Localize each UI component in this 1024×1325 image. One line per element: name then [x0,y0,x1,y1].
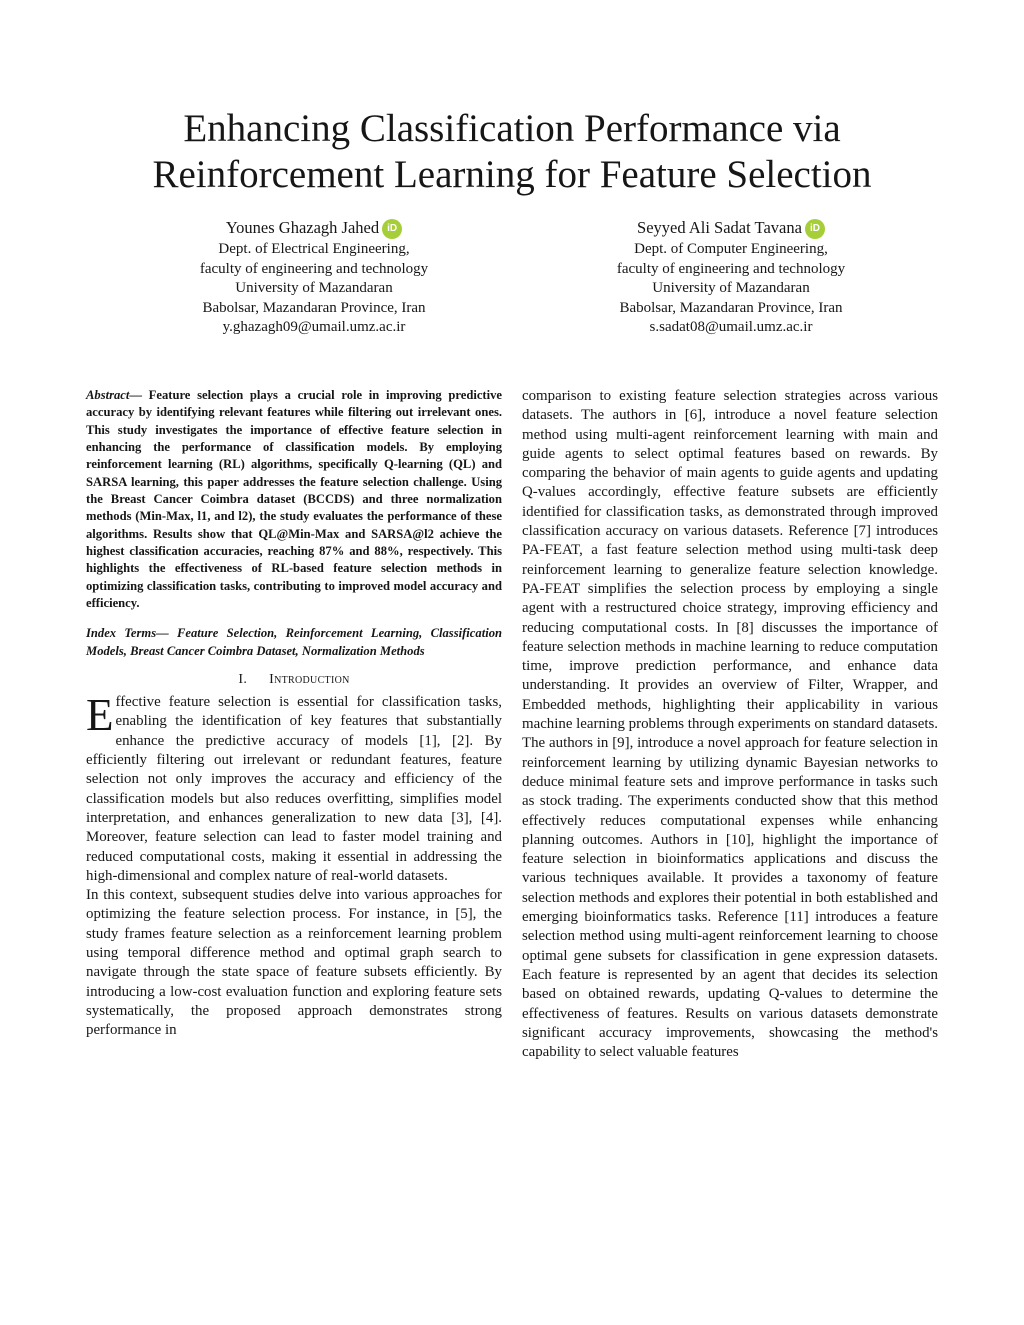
author-name: Seyyed Ali Sadat Tavana [637,218,802,237]
author-dept: Dept. of Computer Engineering, [634,241,828,257]
index-terms-label: Index Terms— [86,626,169,641]
author-faculty: faculty of engineering and technology [199,260,429,277]
author-name-line [561,216,901,240]
right-column [522,387,938,1062]
abstract-dash: — [129,388,142,402]
abstract [86,387,502,612]
author-location: Babolsar, Mazandaran Province, Iran [619,299,843,316]
author-email[interactable]: y.ghazagh09@umail.umz.ac.ir [222,319,406,336]
intro-paragraph-2: In this context, subsequent studies delve into various approaches for optimizing the feature selection process. For instance, in [5], the study frames feature selection as a reinforcement learning problem using temporal difference method and optimal graph search to navigate through the state space of feature subsets efficiently. By introducing a low-cost evaluation function and exploring feature sets systematically, the proposed approach demonstrates strong performance in [86,887,502,1039]
index-terms [86,625,502,660]
left-column [86,387,502,1041]
orcid-icon[interactable]: iD [805,219,825,239]
author-name-line [144,216,484,240]
paper-title [0,106,1024,198]
author-block-1 [144,216,484,338]
author-block-2 [561,216,901,338]
author-name: Younes Ghazagh Jahed [225,218,380,237]
intro-paragraph-1 [86,690,502,886]
orcid-icon[interactable]: iD [382,219,402,239]
title-line-1: Enhancing Classification Performance via [183,107,841,150]
related-work-paragraph: comparison to existing feature selection strategies across various datasets. The authors in [6], introduce a novel feature selection method using multi-agent reinforcement learning with main and guide agents to select optimal features based on rewards. By comparing the behavior of main agents to guide agents and updating Q-values accordingly, effective feature subsets are efficiently identified for classification tasks, as demonstrated through improved classification accuracy on various datasets. Reference [7] introduces PA-FEAT, a fast feature selection method using multi-task deep reinforcement learning to generalize feature selection knowledge. PA-FEAT simplifies the selection process by employing a single agent with a restructured choice strategy, improving efficiency and reducing computational costs. In [8] discusses the importance of feature selection methods in machine learning to reduce computation time, improve prediction performance, and enhance data understanding. It provides an overview of Filter, Wrapper, and Embedded methods, highlighting their applicability in various machine learning problems through experiments on standard datasets. The authors in [9], introduce a novel approach for feature selection in reinforcement learning by utilizing dynamic Bayesian networks to deduce minimal feature sets and improve performance in tasks such as stock trading. The experiments conducted show that this method effectively reduces computational expenses while enhancing planning outcomes. Authors in [10], highlight the importance of feature selection in bioinformatics applications and discuss the various techniques available. It provides a taxonomy of feature selection methods and explores their potential in both established and emerging bioinformatics tasks. Reference [11] introduces a feature selection method using multi-agent reinforcement learning to choose optimal gene subsets for classification in gene expression datasets. Each feature is represented by an agent that decides its selection based on obtained rewards, updating Q-values to determine the effectiveness of features. Results on various datasets demonstrate significant accuracy improvements, showcasing the method's capability to select valuable features [522,388,938,1061]
section-number: I. [238,672,248,688]
author-faculty: faculty of engineering and technology [616,260,846,277]
section-heading-introduction [86,670,502,689]
author-university: University of Mazandaran [235,280,393,297]
title-line-2: Reinforcement Learning for Feature Selection [152,153,872,196]
abstract-text: Feature selection plays a crucial role in improving predictive accuracy by identifying relevant features while filtering out irrelevant ones. This study investigates the importance of effective feature selection in enhancing the performance of classification models. By employing reinforcement learning (RL) algorithms, specifically Q-learning (QL) and SARSA learning, this paper addresses the feature selection challenge. Using the Breast Cancer Coimbra dataset (BCCDS) and three normalization methods (Min-Max, l1, and l2), the study evaluates the performance of these algorithms. Results show that QL@Min-Max and SARSA@l2 achieve the highest classification accuracies, reaching 87% and 88%, respectively. This highlights the effectiveness of RL-based feature selection methods in optimizing classification tasks, contributing to improved model accuracy and efficiency. [86,388,502,611]
dropcap-letter: E [86,690,114,741]
author-university: University of Mazandaran [652,280,810,297]
author-email[interactable]: s.sadat08@umail.umz.ac.ir [649,319,813,336]
author-dept: Dept. of Electrical Engineering, [218,241,410,257]
intro-paragraph-1-text: ffective feature selection is essential for classification tasks, enabling the identification of key features that substantially enhance the predictive accuracy of models [1], [2]. By efficiently filtering out irrelevant or redundant features, feature selection not only improves the accuracy and efficiency of the classification models but also reduces overfitting, simplifies model interpretation, and enhances generalization to new data [3], [4]. Moreover, feature selection can lead to faster model training and reduced computational costs, making it essential in addressing the high-dimensional and complex nature of real-world datasets. [86,694,502,884]
section-title: Introduction [269,672,350,688]
abstract-label: Abstract [86,388,130,402]
index-terms-text: Feature Selection, Reinforcement Learning, Classification Models, Breast Cancer Coimbra Dataset, Normalization Methods [86,626,502,658]
author-location: Babolsar, Mazandaran Province, Iran [202,299,426,316]
